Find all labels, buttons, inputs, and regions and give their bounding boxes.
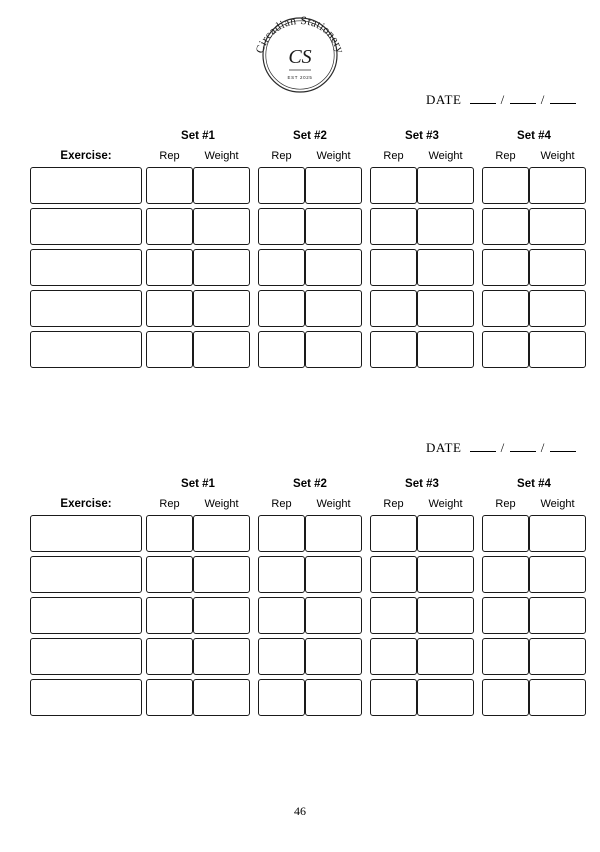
table-row	[30, 290, 580, 327]
rep-input[interactable]	[482, 679, 529, 716]
rep-input[interactable]	[258, 515, 305, 552]
rep-input[interactable]	[146, 249, 193, 286]
date-field	[30, 440, 580, 458]
weight-input[interactable]	[417, 679, 474, 716]
rep-input[interactable]	[258, 679, 305, 716]
rep-input[interactable]	[146, 679, 193, 716]
workout-log-bottom	[30, 440, 580, 720]
circadian-stationery-logo	[248, 8, 352, 102]
rep-input[interactable]	[146, 638, 193, 675]
rep-input[interactable]	[258, 167, 305, 204]
rep-input[interactable]	[482, 556, 529, 593]
rep-input[interactable]	[258, 331, 305, 368]
table-row	[30, 331, 580, 368]
set-title-1: Set #1	[181, 130, 215, 142]
weight-header-2: Weight	[316, 498, 351, 510]
weight-header-3: Weight	[428, 498, 463, 510]
weight-header-1: Weight	[204, 150, 239, 162]
weight-input[interactable]	[193, 597, 250, 634]
date-blank-day[interactable]	[470, 92, 496, 104]
weight-input[interactable]	[193, 556, 250, 593]
date-label: DATE	[425, 92, 462, 107]
weight-input[interactable]	[305, 556, 362, 593]
set-title-4: Set #4	[517, 130, 551, 142]
weight-input[interactable]	[193, 249, 250, 286]
column-header-row	[30, 142, 580, 162]
weight-input[interactable]	[305, 249, 362, 286]
weight-input[interactable]	[305, 597, 362, 634]
rep-header-1: Rep	[159, 150, 180, 162]
date-blank-year[interactable]	[550, 92, 576, 104]
table-row	[30, 679, 580, 716]
date-blank-month[interactable]	[510, 92, 536, 104]
rep-input[interactable]	[482, 331, 529, 368]
exercise-input[interactable]	[30, 208, 142, 245]
rep-input[interactable]	[482, 249, 529, 286]
weight-input[interactable]	[529, 556, 586, 593]
weight-input[interactable]	[305, 167, 362, 204]
rep-header-3: Rep	[383, 150, 404, 162]
exercise-input[interactable]	[30, 515, 142, 552]
rep-input[interactable]	[482, 638, 529, 675]
logo-arc-text: Circadian Stationery	[254, 14, 346, 55]
date-separator: /	[540, 92, 545, 107]
weight-input[interactable]	[529, 679, 586, 716]
rep-input[interactable]	[370, 515, 417, 552]
rep-input[interactable]	[146, 597, 193, 634]
rep-input[interactable]	[258, 208, 305, 245]
exercise-input[interactable]	[30, 290, 142, 327]
set-title-3: Set #3	[405, 130, 439, 142]
rep-header-3: Rep	[383, 498, 404, 510]
weight-input[interactable]	[529, 167, 586, 204]
exercise-input[interactable]	[30, 249, 142, 286]
rep-input[interactable]	[370, 679, 417, 716]
weight-input[interactable]	[193, 515, 250, 552]
column-header-row	[30, 490, 580, 510]
table-row	[30, 515, 580, 552]
weight-input[interactable]	[417, 290, 474, 327]
weight-header-1: Weight	[204, 498, 239, 510]
rep-input[interactable]	[258, 556, 305, 593]
weight-input[interactable]	[193, 290, 250, 327]
weight-input[interactable]	[529, 290, 586, 327]
date-field	[30, 92, 580, 110]
rep-header-4: Rep	[495, 498, 516, 510]
weight-input[interactable]	[417, 556, 474, 593]
exercise-input[interactable]	[30, 597, 142, 634]
rep-input[interactable]	[370, 556, 417, 593]
rep-input[interactable]	[258, 249, 305, 286]
logo-established: EST 2025	[287, 75, 313, 80]
rep-input[interactable]	[482, 208, 529, 245]
rep-input[interactable]	[370, 597, 417, 634]
rep-input[interactable]	[482, 167, 529, 204]
rep-input[interactable]	[370, 638, 417, 675]
rep-input[interactable]	[370, 167, 417, 204]
table-row	[30, 208, 580, 245]
date-blank-month[interactable]	[510, 440, 536, 452]
weight-input[interactable]	[529, 515, 586, 552]
weight-input[interactable]	[305, 290, 362, 327]
weight-input[interactable]	[305, 515, 362, 552]
rep-input[interactable]	[482, 597, 529, 634]
rep-input[interactable]	[146, 331, 193, 368]
set-header-row	[30, 120, 580, 142]
rep-input[interactable]	[482, 290, 529, 327]
weight-input[interactable]	[529, 249, 586, 286]
date-separator: /	[500, 440, 505, 455]
rep-input[interactable]	[370, 249, 417, 286]
rep-input[interactable]	[146, 208, 193, 245]
logo-monogram: CS	[288, 46, 312, 68]
exercise-column-header: Exercise:	[60, 498, 112, 510]
set-header-row	[30, 468, 580, 490]
exercise-column-header: Exercise:	[60, 150, 112, 162]
set-title-2: Set #2	[293, 130, 327, 142]
rep-header-1: Rep	[159, 498, 180, 510]
rep-input[interactable]	[370, 208, 417, 245]
date-separator: /	[540, 440, 545, 455]
table-row	[30, 638, 580, 675]
weight-header-4: Weight	[540, 498, 575, 510]
rep-input[interactable]	[258, 638, 305, 675]
rep-input[interactable]	[482, 515, 529, 552]
weight-input[interactable]	[417, 638, 474, 675]
logo-container	[0, 8, 600, 102]
weight-input[interactable]	[193, 167, 250, 204]
rep-input[interactable]	[146, 167, 193, 204]
weight-input[interactable]	[193, 679, 250, 716]
page-number: 46	[294, 804, 306, 818]
date-label: DATE	[425, 440, 462, 455]
weight-input[interactable]	[305, 679, 362, 716]
set-title-3: Set #3	[405, 478, 439, 490]
weight-input[interactable]	[305, 638, 362, 675]
weight-input[interactable]	[305, 208, 362, 245]
weight-input[interactable]	[417, 249, 474, 286]
set-title-2: Set #2	[293, 478, 327, 490]
rep-input[interactable]	[146, 556, 193, 593]
date-blank-year[interactable]	[550, 440, 576, 452]
rep-input[interactable]	[370, 290, 417, 327]
exercise-input[interactable]	[30, 556, 142, 593]
table-row	[30, 597, 580, 634]
weight-input[interactable]	[529, 597, 586, 634]
exercise-input[interactable]	[30, 167, 142, 204]
weight-input[interactable]	[529, 208, 586, 245]
rep-header-2: Rep	[271, 498, 292, 510]
table-row	[30, 556, 580, 593]
exercise-input[interactable]	[30, 638, 142, 675]
date-blank-day[interactable]	[470, 440, 496, 452]
weight-input[interactable]	[529, 638, 586, 675]
weight-header-2: Weight	[316, 150, 351, 162]
weight-input[interactable]	[193, 208, 250, 245]
set-title-4: Set #4	[517, 478, 551, 490]
table-row	[30, 167, 580, 204]
weight-input[interactable]	[417, 331, 474, 368]
weight-input[interactable]	[417, 515, 474, 552]
weight-input[interactable]	[417, 208, 474, 245]
entry-grid	[30, 167, 580, 368]
rep-header-2: Rep	[271, 150, 292, 162]
weight-input[interactable]	[529, 331, 586, 368]
weight-input[interactable]	[193, 638, 250, 675]
table-row	[30, 249, 580, 286]
weight-header-4: Weight	[540, 150, 575, 162]
weight-input[interactable]	[193, 331, 250, 368]
rep-input[interactable]	[258, 290, 305, 327]
exercise-input[interactable]	[30, 679, 142, 716]
weight-input[interactable]	[417, 597, 474, 634]
workout-log-top	[30, 92, 580, 372]
rep-input[interactable]	[146, 515, 193, 552]
weight-input[interactable]	[305, 331, 362, 368]
rep-input[interactable]	[370, 331, 417, 368]
rep-input[interactable]	[146, 290, 193, 327]
weight-input[interactable]	[417, 167, 474, 204]
exercise-input[interactable]	[30, 331, 142, 368]
weight-header-3: Weight	[428, 150, 463, 162]
date-separator: /	[500, 92, 505, 107]
set-title-1: Set #1	[181, 478, 215, 490]
rep-header-4: Rep	[495, 150, 516, 162]
entry-grid	[30, 515, 580, 716]
rep-input[interactable]	[258, 597, 305, 634]
